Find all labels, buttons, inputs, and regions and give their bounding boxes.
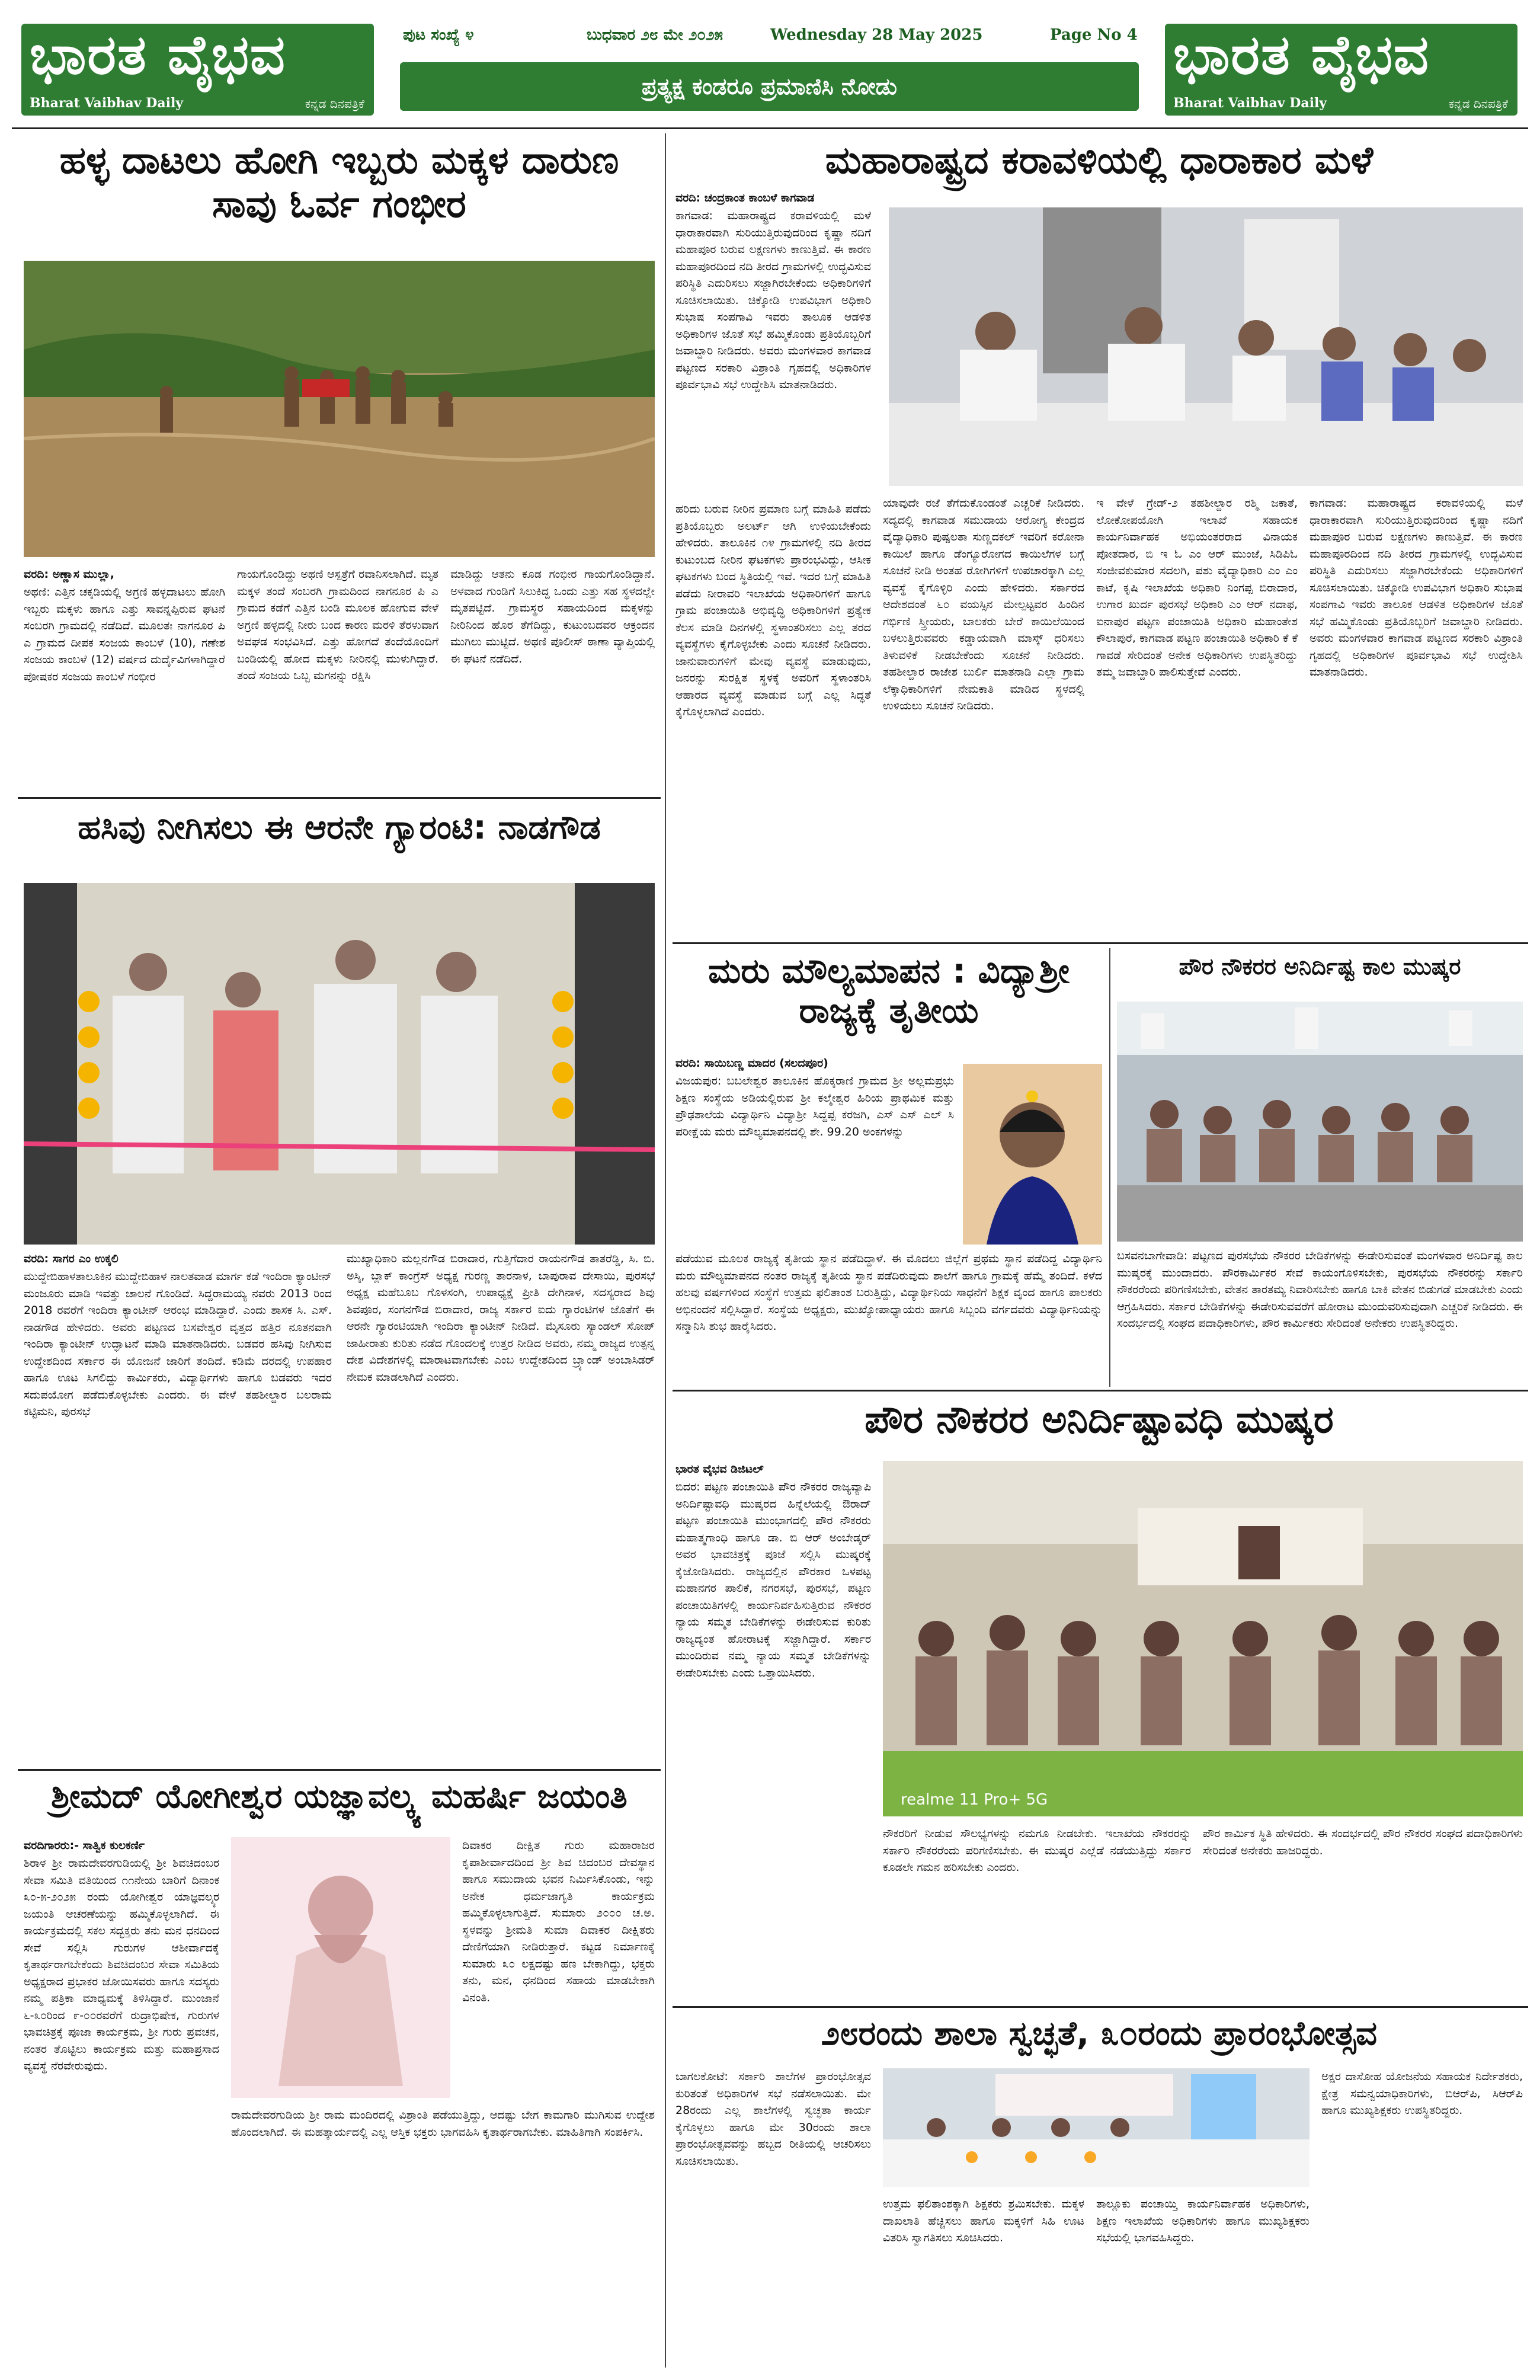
- strike-image: [883, 1461, 1523, 1816]
- tagline-bar: ಪ್ರತ್ಯಕ್ಷ ಕಂಡರೂ ಪ್ರಮಾಣಿಸಿ ನೋಡು: [400, 62, 1139, 111]
- section-divider: [18, 1769, 661, 1771]
- byline-a2: ವರದಿ: ಸಾಗರ ಎಂ ಉಕ್ಕಲಿ: [24, 1252, 119, 1265]
- byline-a5: ವರದಿ: ಸಾಯಿಬಣ್ಣ ಮಾದರ (ಸಲದಪೂರ): [675, 1057, 828, 1070]
- a4-col1b: [675, 501, 871, 936]
- masthead-title: ಭಾರತ ವೈಭವ: [30, 23, 286, 87]
- photo-officials-meeting: [889, 207, 1523, 486]
- date-en: Wednesday 28 May 2025: [770, 26, 983, 44]
- masthead-subtitle-kn: ಕನ್ನಡ ದಿನಪತ್ರಿಕೆ: [305, 97, 364, 111]
- a6-body: ಬಸವನಬಾಗೇವಾಡಿ: ಪಟ್ಟಣದ ಪುರಸಭೆಯ ನೌಕರರ ಬೇಡಿಕೆಗಳನ್ನು ಈಡೇರಿಸುವಂತೆ ಮಂಗಳವಾರ ಅನಿರ್ದಿಷ್ಟ ಕಾಲ ಮುಷ್ಕರಕ್ಕೆ ಮುಂದಾದರು. ಪೌರಕಾರ್ಮಿಕರ ಸೇವೆ ಕಾಯಂಗೊಳಿಸಬೇಕು, ಪುರಸಭೆಯ ನೌಕರರನ್ನು ಸರ್ಕಾರಿ ನೌಕರರೆಂದು ಪರಿಗಣಿಸಬೇಕು, ವೇತನ ತಾರತಮ್ಯ ನಿವಾರಿಸಬೇಕು ಹಾಗೂ ಬಾಕಿ ವೇತನ ಬಿಡುಗಡೆ ಮಾಡಬೇಕು ಎಂದು ಆಗ್ರಹಿಸಿದರು. ಸರ್ಕಾರ ಬೇಡಿಕೆಗಳನ್ನು ಈಡೇರಿಸುವವರೆಗೆ ಹೋರಾಟ ಮುಂದುವರಿಸುವುದಾಗಿ ಎಚ್ಚರಿಕೆ ನೀಡಿದರು. ಈ ಸಂದರ್ಭದಲ್ಲಿ ಸಂಘದ ಪದಾಧಿಕಾರಿಗಳು, ಪೌರ ಕಾರ್ಮಿಕರು ಸೇರಿದಂತೆ ಅನೇಕರು ಉಪಸ್ಥಿತರಿದ್ದರು.: [1117, 1249, 1523, 1330]
- section-divider: [673, 2006, 1528, 2008]
- a8-col4: ಅಕ್ಷರ ದಾಸೋಹ ಯೋಜನೆಯ ಸಹಾಯಕ ನಿರ್ದೇಶಕರು, ಕ್ಷೇತ್ರ ಸಮನ್ವಯಾಧಿಕಾರಿಗಳು, ಬಿಆರ್‌ಪಿ, ಸಿಆರ್‌ಪಿ ಹಾಗೂ ಮುಖ್ಯಶಿಕ್ಷಕರು ಉಪಸ್ಥಿತರಿದ್ದರು.: [1321, 2070, 1523, 2117]
- photo-canteen-inauguration: [24, 883, 655, 1245]
- headline-a4: ಮಹಾರಾಷ್ಟ್ರದ ಕರಾವಳಿಯಲ್ಲಿ ಧಾರಾಕಾರ ಮಳೆ: [825, 139, 1373, 183]
- headline-a3: ಶ್ರೀಮದ್ ಯೋಗೀಶ್ವರ ಯಜ್ಞಾವಲ್ಕ್ಯ ಮಹರ್ಷಿ ಜಯಂತಿ: [51, 1777, 627, 1816]
- a7-col1: ಬಿದರ: ಪಟ್ಟಣ ಪಂಚಾಯಿತಿ ಪೌರ ನೌಕರರ ರಾಜ್ಯವ್ಯಾಪಿ ಅನಿರ್ದಿಷ್ಟಾವಧಿ ಮುಷ್ಕರದ ಹಿನ್ನೆಲೆಯಲ್ಲಿ ಔರಾದ್ ಪಟ್ಟಣ ಪಂಚಾಯಿತಿ ಮುಂಭಾಗದಲ್ಲಿ ಪೌರ ನೌಕರರು ಮಹಾತ್ಮಗಾಂಧಿ ಹಾಗೂ ಡಾ. ಬಿ ಆರ್ ಅಂಬೇಡ್ಕರ್ ಅವರ ಭಾವಚಿತ್ರಕ್ಕೆ ಪೂಜೆ ಸಲ್ಲಿಸಿ ಮುಷ್ಕರಕ್ಕೆ ಕೈಜೋಡಿಸಿದರು. ರಾಜ್ಯದಲ್ಲಿನ ಪೌರಕಾರ ಒಳಪಟ್ಟ ಮಹಾನಗರ ಪಾಲಿಕೆ, ನಗರಸಭೆ, ಪುರಸಭೆ, ಪಟ್ಟಣ ಪಂಚಾಯಿತಿಗಳಲ್ಲಿ ಕಾರ್ಯನಿರ್ವಹಿಸುತ್ತಿರುವ ನೌಕರರ ನ್ಯಾಯ ಸಮ್ಮತ ಬೇಡಿಕೆಗಳನ್ನು ಈಡೇರಿಸುವ ಕುರಿತು ರಾಜ್ಯದ್ಯಂತ ಹೋರಾಟಕ್ಕೆ ಸಜ್ಜಾಗಿದ್ದಾರೆ. ಸರ್ಕಾರ ಮುಂದಿರುವ ನಮ್ಮ ನ್ಯಾಯ ಸಮ್ಮತ ಬೇಡಿಕೆಗಳನ್ನು ಈಡೇರಿಸಬೇಕು ಎಂದು ಒತ್ತಾಯಿಸಿದರು.: [675, 1480, 871, 1680]
- headline-a6: ಪೌರ ನೌಕರರ ಅನಿರ್ದಿಷ್ಟ ಕಾಲ ಮುಷ್ಕರ: [1179, 954, 1461, 980]
- masthead-subtitle-kn: ಕನ್ನಡ ದಿನಪತ್ರಿಕೆ: [1448, 97, 1508, 111]
- a8-col2: ಉತ್ತಮ ಫಲಿತಾಂಶಕ್ಕಾಗಿ ಶಿಕ್ಷಕರು ಶ್ರಮಿಸಬೇಕು. ಮಕ್ಕಳ ದಾಖಲಾತಿ ಹೆಚ್ಚಿಸಲು ಹಾಗೂ ಮಕ್ಕಳಿಗೆ ಸಿಹಿ ಊಟ ವಿತರಿಸಿ ಸ್ವಾಗತಿಸಲು ಸೂಚಿಸಿದರು.: [883, 2197, 1084, 2244]
- a2-col1: ಮುದ್ದೇಬಿಹಾಳತಾಲೂಕಿನ ಮುದ್ದೇಬಿಹಾಳ ನಾಲತವಾಡ ಮಾರ್ಗ ಕಡೆ ಇಂದಿರಾ ಕ್ಯಾಂಟೀನ್ ಮಂಜೂರು ಮಾಡಿ ಇವತ್ತು ಚಾಲನೆ ಗೊಂಡಿದೆ. ಸಿದ್ದರಾಮಯ್ಯ ನವರು 2013 ರಿಂದ 2018 ರವರೆಗೆ ಇಂದಿರಾ ಕ್ಯಾಂಟೀನ್ ಆರಂಭ ಮಾಡಿದ್ದಾರೆ. ಎಂದು ಶಾಸಕ ಸಿ. ಎಸ್. ನಾಡಗೌಡ ಹೇಳಿದರು. ಅವರು ಪಟ್ಟಣದ ಬಸವೇಶ್ವರ ವೃತ್ತದ ಹತ್ತಿರ ನೂತನವಾಗಿ ಇಂದಿರಾ ಕ್ಯಾಂಟೀನ್ ಉದ್ಘಾಟನೆ ಮಾಡಿ ಮಾತನಾಡಿದರು. ಬಡವರ ಹಸಿವು ನೀಗಿಸುವ ಉದ್ದೇಶದಿಂದ ಸರ್ಕಾರ ಈ ಯೋಜನೆ ಜಾರಿಗೆ ತಂದಿದೆ. ಕಡಿಮೆ ದರದಲ್ಲಿ ಉಪಹಾರ ಹಾಗೂ ಊಟ ಸಿಗಲಿದ್ದು ಕಾರ್ಮಿಕರು, ವಿದ್ಯಾರ್ಥಿಗಳು ಹಾಗೂ ಬಡವರು ಇದರ ಸದುಪಯೋಗ ಪಡೆದುಕೊಳ್ಳಬೇಕು ಎಂದರು. ಈ ವೇಳೆ ತಹಶೀಲ್ದಾರ ಬಲರಾಮ ಕಟ್ಟಿಮನಿ, ಪುರಸಭೆ: [24, 1270, 332, 1418]
- photo-school-meeting: [883, 2068, 1310, 2187]
- sage-image: [231, 1837, 450, 2098]
- photo-watermark: realme 11 Pro+ 5G: [901, 1791, 1048, 1809]
- page-number-en: Page No 4: [1050, 26, 1138, 44]
- page-number-kn: ಪುಟ ಸಂಖ್ಯೆ ೪: [403, 26, 474, 44]
- school-meeting-image: [883, 2068, 1310, 2187]
- a2-col2: ಮುಖ್ಯಾಧಿಕಾರಿ ಮಲ್ಲನಗೌಡ ಬಿರಾದಾರ, ಗುತ್ತಿಗೆದಾರ ರಾಯನಗೌಡ ತಾತರೆಡ್ಡಿ, ಸಿ. ಬಿ. ಅಸ್ಕಿ, ಬ್ಲಾಕ್ ಕಾಂಗ್ರೆಸ್ ಅಧ್ಯಕ್ಷ ಗುರಣ್ಣ ತಾರನಾಳ, ಬಾಪುರಾವ ದೇಸಾಯಿ, ಪುರಸಭೆ ಅಧ್ಯಕ್ಷ ಮಹೆಬೂಬ ಗೊಳಸಂಗಿ, ಉಪಾಧ್ಯಕ್ಷೆ ಪ್ರೀತಿ ದೇಗಿನಾಳ, ಸದಸ್ಯರಾದ ಶಿವು ಶಿವಪೂರ, ಸಂಗನಗೌಡ ಬಿರಾದಾರ, ರಾಜ್ಯ ಸರ್ಕಾರ ಐದು ಗ್ಯಾರಂಟಿಗಳ ಜೊತೆಗೆ ಈ ಆರನೇ ಗ್ಯಾರಂಟಿಯಾಗಿ ಇಂದಿರಾ ಕ್ಯಾಂಟೀನ್ ನೀಡಿದೆ. ಮೈಸೂರು ಸ್ಯಾಂಡಲ್ ಸೋಪ್ ಜಾಹೀರಾತು ಕುರಿತು ನಡೆದ ಗೊಂದಲಕ್ಕೆ ಉತ್ತರ ನೀಡಿದ ಅವರು, ನಮ್ಮ ರಾಜ್ಯದ ಉತ್ಪನ್ನ ದೇಶ ವಿದೇಶಗಳಲ್ಲಿ ಮಾರಾಟವಾಗಬೇಕು ಎಂಬ ಉದ್ದೇಶದಿಂದ ಬ್ರ್ಯಾಂಡ್ ಅಂಬಾಸಿಡರ್ ನೇಮಕ ಮಾಡಲಾಗಿದೆ ಎಂದರು.: [347, 1252, 655, 1384]
- photo-river-rescue: [24, 261, 655, 557]
- section-divider: [673, 942, 1528, 944]
- byline-a3: ವರದಿಗಾರರು:- ಸಾತ್ವಿಕ ಕುಲಕರ್ಣಿ: [24, 1839, 145, 1852]
- a3-col1: ಶಿರಾಳ ಶ್ರೀ ರಾಮದೇವರಗುಡಿಯಲ್ಲಿ ಶ್ರೀ ಶಿವಚಿದಂಬರ ಸೇವಾ ಸಮಿತಿ ವತಿಯಿಂದ ೧೧ನೇಯ ಬಾರಿಗೆ ದಿನಾಂಕ ೩೦-೫-೨೦೨೫ ರಂದು ಯೋಗೀಶ್ವರ ಯಾಜ್ಞವಲ್ಕ್ಯರ ಜಯಂತಿ ಆಚರಣೆಯನ್ನು ಹಮ್ಮಿಕೊಳ್ಳಲಾಗಿದೆ. ಈ ಕಾರ್ಯಕ್ರಮದಲ್ಲಿ ಸಕಲ ಸದ್ಭಕ್ತರು ತನು ಮನ ಧನದಿಂದ ಸೇವೆ ಸಲ್ಲಿಸಿ ಗುರುಗಳ ಆಶೀರ್ವಾದಕ್ಕೆ ಕೃತಾರ್ಥರಾಗಬೇಕೆಂದು ಶಿವಚಿದಂಬರ ಸೇವಾ ಸಮಿತಿಯ ಅಧ್ಯಕ್ಷರಾದ ಪ್ರಭಾಕರ ಜೋಯಿಸವರು ಹಾಗೂ ಸದಸ್ಯರು ನಮ್ಮ ಪತ್ರಿಕಾ ಮಾಧ್ಯಮಕ್ಕೆ ತಿಳಿಸಿದ್ದಾರೆ. ಮುಂಜಾನೆ ೬-೩೦ರಿಂದ ೯-೦೦ರವರೆಗೆ ರುದ್ರಾಭಿಷೇಕ, ಗುರುಗಳ ಭಾವಚಿತ್ರಕ್ಕೆ ಪೂಜಾ ಕಾರ್ಯಕ್ರಮ, ಶ್ರೀ ಗುರು ಪ್ರವಚನ, ನಂತರ ತೊಟ್ಟಿಲು ಕಾರ್ಯಕ್ರಮ ಮತ್ತು ಮಹಾಪ್ರಸಾದ ವ್ಯವಸ್ಥೆ ನೆರವೇರುವುದು.: [24, 1857, 219, 2072]
- masthead-logo-left: [21, 24, 374, 116]
- headline-a7: ಪೌರ ನೌಕರರ ಅನಿರ್ದಿಷ್ಟಾವಧಿ ಮುಷ್ಕರ: [865, 1398, 1334, 1442]
- student-image: [963, 1064, 1102, 1245]
- byline-a7: ಭಾರತ ವೈಭವ ಡಿಜಿಟಲ್: [675, 1463, 764, 1476]
- date-kn: ಬುಧವಾರ ೨೮ ಮೇ ೨೦೨೫: [587, 26, 723, 44]
- a3-col3: ರಾಮದೇವರಗುಡಿಯ ಶ್ರೀ ರಾಮ ಮಂದಿರದಲ್ಲಿ ವಿಶ್ರಾಂತಿ ಪಡೆಯುತ್ತಿದ್ದು, ಆದಷ್ಟು ಬೇಗ ಕಾಮಗಾರಿ ಮುಗಿಸುವ ಉದ್ದೇಶ ಹೊಂದಲಾಗಿದೆ. ಈ ಮಹತ್ಕಾರ್ಯದಲ್ಲಿ ಎಲ್ಲ ಆಸ್ತಿಕ ಭಕ್ತರು ಭಾಗವಹಿಸಿ ಕೃತಾರ್ಥರಾಗಬೇಕು. ಮಾಹಿತಿಗಾಗಿ ಸಂಪರ್ಕಿಸಿ.: [231, 2109, 655, 2139]
- headline-a2: ಹಸಿವು ನೀಗಿಸಲು ಈ ಆರನೇ ಗ್ಯಾರಂಟಿ: ನಾಡಗೌಡ: [78, 808, 601, 847]
- column-divider: [665, 133, 666, 2368]
- headline-a1: ಹಳ್ಳ ದಾಟಲು ಹೋಗಿ ಇಬ್ಬರು ಮಕ್ಕಳ ದಾರುಣ ಸಾವು ಓರ್ವ ಗಂಭೀರ: [59, 139, 619, 226]
- section-divider: [18, 797, 661, 799]
- column-divider: [1109, 948, 1110, 1387]
- a1-col2: ಗಾಯಗೊಂಡಿದ್ದು ಅಥಣಿ ಆಸ್ಪತ್ರೆಗೆ ರವಾನಿಸಲಾಗಿದೆ. ಮೃತ ಮಕ್ಕಳ ತಂದೆ ಸಂಬರಗಿ ಗ್ರಾಮದಿಂದ ನಾಗನೂರ ಪಿ ಎ ಗ್ರಾಮದ ಕಡೆಗೆ ಎತ್ತಿನ ಬಂಡಿ ಮೂಲಕ ಹೋಗುವ ವೇಳೆ ಅಗ್ರಣಿ ಹಳ್ಳದಲ್ಲಿ ನೀರು ಬಂದ ಕಾರಣ ಮರಳಿ ತೆರಳುವಾಗ ಅವಘಡ ಸಂಭವಿಸಿದೆ. ಎತ್ತು ಹೋಗದೆ ತಂದೆಯೊಂದಿಗೆ ಬಂಡಿಯಲ್ಲಿ ಹೋದ ಮಕ್ಕಳು ನೀರಿನಲ್ಲಿ ಮುಳುಗಿದ್ದಾರೆ. ತಂದೆ ಸಂಜಯ ಒಬ್ಬ ಮಗನನ್ನು ರಕ್ಷಿಸಿ: [237, 568, 438, 682]
- masthead-logo-right: [1165, 24, 1517, 116]
- a7-col2: ನೌಕರರಿಗೆ ನೀಡುವ ಸೌಲಭ್ಯಗಳನ್ನು ನಮಗೂ ನೀಡಬೇಕು. ಇಲಾಖೆಯ ನೌಕರರನ್ನು ಸರ್ಕಾರಿ ನೌಕರರೆಂದು ಪರಿಗಣಿಸಬೇಕು. ಈ ಮುಷ್ಕರ ಎಲ್ಲೆಡೆ ನಡೆಯುತ್ತಿದ್ದು ಸರ್ಕಾರ ಕೂಡಲೇ ಗಮನ ಹರಿಸಬೇಕು ಎಂದರು.: [883, 1827, 1191, 1874]
- masthead-divider: [12, 127, 1528, 129]
- section-divider: [673, 1390, 1528, 1391]
- a5-col-narrow: ವಿಜಯಪುರ: ಬಬಲೇಶ್ವರ ತಾಲೂಕಿನ ಹೊಕ್ಕರಾಣಿ ಗ್ರಾಮದ ಶ್ರೀ ಅಲ್ಲಮಪ್ರಭು ಶಿಕ್ಷಣ ಸಂಸ್ಥೆಯ ಅಡಿಯಲ್ಲಿರುವ ಶ್ರೀ ಕಲ್ಮೇಶ್ವರ ಹಿರಿಯ ಪ್ರಾಥಮಿಕ ಮತ್ತು ಪ್ರೌಢಶಾಲೆಯ ವಿದ್ಯಾರ್ಥಿನಿ ವಿದ್ಯಾಶ್ರೀ ಸಿದ್ದಪ್ಪ ಕರಜಗಿ, ಎಸ್ ಎಸ್ ಎಲ್ ಸಿ ಪರೀಕ್ಷೆಯ ಮರು ಮೌಲ್ಯಮಾಪನದಲ್ಲಿ ಶೇ. 99.20 ಅಂಕಗಳನ್ನು: [675, 1074, 954, 1138]
- photo-workers-strike: [883, 1461, 1523, 1816]
- a3-col2: ದಿವಾಕರ ದೀಕ್ಷಿತ ಗುರು ಮಹಾರಾಜರ ಕೃಪಾಶೀರ್ವಾದದಿಂದ ಶ್ರೀ ಶಿವ ಚಿದಂಬರ ದೇವಸ್ಥಾನ ಹಾಗೂ ಸಮುದಾಯ ಭವನ ನಿರ್ಮಿಸಿಕೊಂಡು, ಇನ್ನು ಅನೇಕ ಧರ್ಮಜಾಗೃತಿ ಕಾರ್ಯಕ್ರಮ ಹಮ್ಮಿಕೊಳ್ಳಲಾಗುತ್ತಿದೆ. ಸುಮಾರು ೨೦೦೦ ಚ.ಅ. ಸ್ಥಳವನ್ನು ಶ್ರೀಮತಿ ಸುಮಾ ದಿವಾಕರ ದೀಕ್ಷಿತರು ದೇಣಿಗೆಯಾಗಿ ನೀಡಿರುತ್ತಾರೆ. ಕಟ್ಟಡ ನಿರ್ಮಾಣಕ್ಕೆ ಸುಮಾರು ೩೦ ಲಕ್ಷದಷ್ಟು ಹಣ ಬೇಕಾಗಿದ್ದು, ಭಕ್ತರು ತನು, ಮನ, ಧನದಿಂದ ಸಹಾಯ ಮಾಡಬೇಕಾಗಿ ವಿನಂತಿ.: [462, 1839, 655, 2004]
- masthead-subtitle-en: Bharat Vaibhav Daily: [30, 95, 184, 111]
- masthead-title: ಭಾರತ ವೈಭವ: [1173, 23, 1430, 87]
- byline-a4: ವರದಿ: ಚಂದ್ರಕಾಂತ ಕಾಂಬಳೆ ಕಾಗವಾಡ: [675, 191, 815, 204]
- river-rescue-image: [24, 261, 655, 557]
- meeting-image: [889, 207, 1523, 486]
- a4-col2: ಯಾವುದೇ ರಜೆ ತೆಗೆದುಕೊಂಡಂತೆ ಎಚ್ಚರಿಕೆ ನೀಡಿದರು. ಸದ್ಯದಲ್ಲಿ ಕಾಗವಾಡ ಸಮುದಾಯ ಆರೋಗ್ಯ ಕೇಂದ್ರದ ವೈದ್ಯಾಧಿಕಾರಿ ಪುಷ್ಪಲತಾ ಸುಣ್ಣದಕಲ್ ಇವರಿಗೆ ಕರೋನಾ ಕಾಯಿಲೆ ಹಾಗೂ ಡೆಂಗ್ಯೂರೋಗದ ಕಾಯಿಲೆಗಳ ಬಗ್ಗೆ ಸೂಚನೆ ನೀಡಿ ಅಂತಹ ರೋಗಿಗಳಿಗೆ ಉಪಚಾರಕ್ಕಾಗಿ ಎಲ್ಲ ವ್ಯವಸ್ಥೆ ಕೈಗೊಳ್ಳಿರಿ ಎಂದು ಹೇಳಿದರು. ಸರ್ಕಾರದ ಆದೇಶದಂತೆ ೬೦ ವಯಸ್ಸಿನ ಮೇಲ್ಪಟ್ಟವರ ಹಿಂದಿನ ಗರ್ಭಿಣಿ ಸ್ತ್ರೀಯರು, ಬಾಲಕರು ಬೇರೆ ಕಾಯಿಲೆಯಿಂದ ಬಳಲುತ್ತಿರುವವರು ಕಡ್ಡಾಯವಾಗಿ ಮಾಸ್ಕ್ ಧರಿಸಲು ತಿಳುವಳಿಕೆ ನೀಡಬೇಕೆಂದು ಸೂಚನೆ ನೀಡಿದರು. ತಹಶೀಲ್ದಾರ ರಾಜೇಶ ಬುರ್ಲಿ ಮಾತನಾಡಿ ಎಲ್ಲಾ ಗ್ರಾಮ ಲೆಕ್ಕಾಧಿಕಾರಿಗಳಿಗೆ ನೇಮಕಾತಿ ಮಾಡಿದ ಸ್ಥಳದಲ್ಲಿ ಉಳಿಯಲು ಸೂಚನೆ ನೀಡಿದರು.: [883, 497, 1084, 712]
- headline-a5: ಮರು ಮೌಲ್ಯಮಾಪನ : ವಿದ್ಯಾಶ್ರೀ ರಾಜ್ಯಕ್ಕೆ ತೃತೀಯ: [708, 951, 1070, 1031]
- a4-col1: ಕಾಗವಾಡ: ಮಹಾರಾಷ್ಟ್ರದ ಕರಾವಳಿಯಲ್ಲಿ ಮಳೆ ಧಾರಾಕಾರವಾಗಿ ಸುರಿಯುತ್ತಿರುವುದರಿಂದ ಕೃಷ್ಣಾ ನದಿಗೆ ಮಹಾಪೂರ ಬರುವ ಲಕ್ಷಣಗಳು ಕಾಣುತ್ತಿವೆ. ಈ ಕಾರಣ ಮಹಾಪೂರದಿಂದ ನದಿ ತೀರದ ಗ್ರಾಮಗಳಲ್ಲಿ ಉದ್ಭವಿಸುವ ಪರಿಸ್ಥಿತಿ ಎದುರಿಸಲು ಸಜ್ಜಾಗಿರಬೇಕೆಂದು ಅಧಿಕಾರಿಗಳಿಗೆ ಸೂಚಿಸಲಾಯಿತು. ಚಿಕ್ಕೋಡಿ ಉಪವಿಭಾಗ ಅಧಿಕಾರಿ ಸುಭಾಷ ಸಂಪಗಾವಿ ಇವರು ತಾಲೂಕ ಆಡಳಿತ ಅಧಿಕಾರಿಗಳ ಜೊತೆ ಸಭೆ ಹಮ್ಮಿಕೊಂಡು ಪ್ರತಿಯೊಬ್ಬರಿಗೆ ಜವಾಬ್ದಾರಿ ನೀಡಿದರು. ಅವರು ಮಂಗಳವಾರ ಕಾಗವಾಡ ಪಟ್ಟಣದ ಸರಕಾರಿ ವಿಶ್ರಾಂತಿ ಗೃಹದಲ್ಲಿ ಅಧಿಕಾರಿಗಳ ಪೂರ್ವಭಾವಿ ಸಭೆ ಉದ್ದೇಶಿಸಿ ಮಾತನಾಡಿದರು.: [675, 209, 871, 391]
- photo-sage-portrait: [231, 1837, 450, 2098]
- a1-col3: ಮಾಡಿದ್ದು ಆತನು ಕೂಡ ಗಂಭೀರ ಗಾಯಗೊಂಡಿದ್ದಾನೆ. ಅಳವಾದ ಗುಂಡಿಗೆ ಸಿಲುಕಿದ್ದ ಒಂದು ಎತ್ತು ಸಹ ಸ್ಥಳದಲ್ಲೇ ಮೃತಪಟ್ಟಿದೆ. ಗ್ರಾಮಸ್ಥರ ಸಹಾಯದಿಂದ ಮಕ್ಕಳನ್ನು ನೀರಿನಿಂದ ಹೊರ ತೆಗೆದಿದ್ದು, ಕುಟುಂಬದವರ ಆಕ್ರಂದನ ಮುಗಿಲು ಮುಟ್ಟಿದೆ. ಅಥಣಿ ಪೊಲೀಸ್ ಠಾಣಾ ವ್ಯಾಪ್ತಿಯಲ್ಲಿ ಈ ಘಟನೆ ನಡೆದಿದೆ.: [450, 568, 655, 666]
- photo-student: [963, 1064, 1102, 1245]
- masthead-subtitle-en: Bharat Vaibhav Daily: [1173, 95, 1327, 111]
- photo-workers-protest: [1117, 1002, 1523, 1242]
- protest-image: [1117, 1002, 1523, 1242]
- a5-col-full: ಪಡೆಯುವ ಮೂಲಕ ರಾಜ್ಯಕ್ಕೆ ತೃತೀಯ ಸ್ಥಾನ ಪಡೆದಿದ್ದಾಳೆ. ಈ ಮೊದಲು ಜಿಲ್ಲೆಗೆ ಪ್ರಥಮ ಸ್ಥಾನ ಪಡೆದಿದ್ದ ವಿದ್ಯಾರ್ಥಿನಿ ಮರು ಮೌಲ್ಯಮಾಪನದ ನಂತರ ರಾಜ್ಯಕ್ಕೆ ತೃತೀಯ ಸ್ಥಾನ ಪಡೆದಿರುವುದು ಶಾಲೆಗೆ ಹಾಗೂ ಗ್ರಾಮಕ್ಕೆ ಹೆಮ್ಮೆ ತಂದಿದೆ. ಕಳೆದ ಹಲವು ವರ್ಷಗಳಿಂದ ಸಂಸ್ಥೆಗೆ ಉತ್ತಮ ಫಲಿತಾಂಶ ಬರುತ್ತಿದ್ದು, ವಿದ್ಯಾರ್ಥಿನಿಯ ಸಾಧನೆಗೆ ಶಿಕ್ಷಕ ವೃಂದ ಹಾಗೂ ಪಾಲಕರು ಅಭಿನಂದನೆ ಸಲ್ಲಿಸಿದ್ದಾರೆ. ಸಂಸ್ಥೆಯ ಅಧ್ಯಕ್ಷರು, ಮುಖ್ಯೋಪಾಧ್ಯಾಯರು ಹಾಗೂ ಸಿಬ್ಬಂದಿ ವರ್ಗದವರು ವಿದ್ಯಾರ್ಥಿನಿಯನ್ನು ಸನ್ಮಾನಿಸಿ ಶುಭ ಹಾರೈಸಿದರು.: [675, 1252, 1102, 1333]
- a4-col4: ಕಾಗವಾಡ: ಮಹಾರಾಷ್ಟ್ರದ ಕರಾವಳಿಯಲ್ಲಿ ಮಳೆ ಧಾರಾಕಾರವಾಗಿ ಸುರಿಯುತ್ತಿರುವುದರಿಂದ ಕೃಷ್ಣಾ ನದಿಗೆ ಮಹಾಪೂರ ಬರುವ ಲಕ್ಷಣಗಳು ಕಾಣುತ್ತಿವೆ. ಈ ಕಾರಣ ಮಹಾಪೂರದಿಂದ ನದಿ ತೀರದ ಗ್ರಾಮಗಳಲ್ಲಿ ಉದ್ಭವಿಸುವ ಪರಿಸ್ಥಿತಿ ಎದುರಿಸಲು ಸಜ್ಜಾಗಿರಬೇಕೆಂದು ಅಧಿಕಾರಿಗಳಿಗೆ ಸೂಚಿಸಲಾಯಿತು. ಚಿಕ್ಕೋಡಿ ಉಪವಿಭಾಗ ಅಧಿಕಾರಿ ಸುಭಾಷ ಸಂಪಗಾವಿ ಇವರು ತಾಲೂಕ ಆಡಳಿತ ಅಧಿಕಾರಿಗಳ ಜೊತೆ ಸಭೆ ಹಮ್ಮಿಕೊಂಡು ಪ್ರತಿಯೊಬ್ಬರಿಗೆ ಜವಾಬ್ದಾರಿ ನೀಡಿದರು. ಅವರು ಮಂಗಳವಾರ ಕಾಗವಾಡ ಪಟ್ಟಣದ ಸರಕಾರಿ ವಿಶ್ರಾಂತಿ ಗೃಹದಲ್ಲಿ ಅಧಿಕಾರಿಗಳ ಪೂರ್ವಭಾವಿ ಸಭೆ ಉದ್ದೇಶಿಸಿ ಮಾತನಾಡಿದರು.: [1310, 497, 1523, 679]
- a4-col1b-text: ಹರಿದು ಬರುವ ನೀರಿನ ಪ್ರಮಾಣ ಬಗ್ಗೆ ಮಾಹಿತಿ ಪಡೆದು ಪ್ರತಿಯೊಬ್ಬರು ಅಲರ್ಟ್ ಆಗಿ ಉಳಿಯಬೇಕೆಂದು ಹೇಳಿದರು. ತಾಲೂಕಿನ ೧೪ ಗ್ರಾಮಗಳಲ್ಲಿ ನದಿ ತೀರದ ಕುಟುಂಬದ ನೀರಿನ ಘಟಕಗಳು ಪ್ರಾರಂಭವಿದ್ದು, ಆಸೀಕ ಘಟಕಗಳು ಬಂದ ಸ್ಥಿತಿಯಲ್ಲಿ ಇವೆ. ಇದರ ಬಗ್ಗೆ ಮಾಹಿತಿ ಪಡೆದು ನೀರಾವರಿ ಇಲಾಖೆಯ ಅಧಿಕಾರಿಗಳಿಗೆ ಹಾಗೂ ಗ್ರಾಮ ಪಂಚಾಯಿತಿ ಅಭಿವೃದ್ಧಿ ಅಧಿಕಾರಿಗಳಿಗೆ ಪ್ರತ್ಯೇಕ ಕೆಲಸ ಮಾಡಿ ದಿನಗಳಲ್ಲಿ ಸ್ಥಳಾಂತರಿಸಲು ಎಲ್ಲ ತರದ ವ್ಯವಸ್ಥೆಗಳು ಕೈಗೊಳ್ಳಬೇಕು ಎಂದು ಸೂಚನೆ ನೀಡಿದರು. ಜಾನುವಾರುಗಳಿಗೆ ಮೇವು ವ್ಯವಸ್ಥೆ ಮಾಡುವುದು, ಜನರನ್ನು ಸುರಕ್ಷಿತ ಸ್ಥಳಕ್ಕೆ ಅವರಿಗೆ ಸ್ಥಳಾಂತರಿಸಿ ಆಹಾರದ ವ್ಯವಸ್ಥೆ ಮಾಡುವ ಬಗ್ಗೆ ಎಲ್ಲ ಸಿದ್ಧತೆ ಕೈಗೊಳ್ಳಲಾಗಿದೆ ಎಂದರು.: [675, 503, 871, 718]
- a4-col3: ಇ ವೇಳೆ ಗ್ರೇಡ್-೨ ತಹಶೀಲ್ದಾರ ರಶ್ಮಿ ಜಕಾತೆ, ಲೋಕೋಪಯೋಗಿ ಇಲಾಖೆ ಸಹಾಯಕ ಕಾರ್ಯನಿರ್ವಾಹಕ ಅಭಿಯಂತರರಾದ ವಿನಾಯಕ ಪೋತದಾರ, ಬಿ ಇ ಓ ಎಂ ಆರ್ ಮುಂಜೆ, ಸಿಡಿಪಿಓ ಸಂಜೀವಕುಮಾರ ಸದಲಗಿ, ಪಶು ವೈದ್ಯಾಧಿಕಾರಿ ಎಂ ಎಂ ಕಾಟೆ, ಕೃಷಿ ಇಲಾಖೆಯ ಅಧಿಕಾರಿ ನಿಂಗಪ್ಪ ಬಿರಾದಾರ, ಉಗಾರ ಖುರ್ದ ಪುರಸಭೆ ಅಧಿಕಾರಿ ಎಂ ಆರ್ ನದಾಫ, ಐನಾಪುರ ಪಟ್ಟಣ ಪಂಚಾಯಿತಿ ಅಧಿಕಾರಿ ಮಹಾಂತೇಶ ಕೌಲಾಪುರೆ, ಕಾಗವಾಡ ಪಟ್ಟಣ ಪಂಚಾಯಿತಿ ಅಧಿಕಾರಿ ಕೆ ಕೆ ಗಾವಡೆ ಸೇರಿದಂತೆ ಅನೇಕ ಅಧಿಕಾರಿಗಳು ಉಪಸ್ಥಿತರಿದ್ದು ತಮ್ಮ ಜವಾಬ್ದಾರಿ ಪಾಲಿಸುತ್ತೇವೆ ಎಂದರು.: [1096, 497, 1298, 679]
- a7-col3: ಪೌರ ಕಾರ್ಮಿಕ ಸ್ಥಿತಿ ಹೇಳಿದರು. ಈ ಸಂದರ್ಭದಲ್ಲಿ ಪೌರ ನೌಕರರ ಸಂಘದ ಪದಾಧಿಕಾರಿಗಳು ಸೇರಿದಂತೆ ಅನೇಕರು ಹಾಜರಿದ್ದರು.: [1203, 1827, 1523, 1857]
- byline-a1: ವರದಿ: ಅಣ್ಣಾಸ ಮುಲ್ಲಾ,: [24, 568, 115, 581]
- headline-a8: ೨೮ರಂದು ಶಾಲಾ ಸ್ವಚ್ಛತೆ, ೩೦ರಂದು ಪ್ರಾರಂಭೋತ್ಸವ: [821, 2014, 1378, 2053]
- a1-col1: ಅಥಣಿ: ಎತ್ತಿನ ಚಕ್ಕಡಿಯಲ್ಲಿ ಅಗ್ರಣಿ ಹಳ್ಳದಾಟಲು ಹೋಗಿ ಇಬ್ಬರು ಮಕ್ಕಳು ಹಾಗೂ ಎತ್ತು ಸಾವನ್ನಪ್ಪಿರುವ ಘಟನೆ ಸಂಬರಗಿ ಗ್ರಾಮದಲ್ಲಿ ನಡೆದಿದೆ. ಮೂಲತಃ ನಾಗನೂರ ಪಿ ಎ ಗ್ರಾಮದ ದೀಪಕ ಸಂಜಯ ಕಾಂಬಳೆ (10), ಗಣೇಶ ಸಂಜಯ ಕಾಂಬಳೆ (12) ವರ್ಷದ ದುರ್ದೈವಿಗಳಾಗಿದ್ದಾರೆ ಪೋಷಕರ ಸಂಜಯ ಕಾಂಬಳೆ ಗಂಭೀರ: [24, 586, 225, 683]
- a8-col3: ತಾಲ್ಲೂಕು ಪಂಚಾಯ್ತಿ ಕಾರ್ಯನಿರ್ವಾಹಕ ಅಧಿಕಾರಿಗಳು, ಶಿಕ್ಷಣ ಇಲಾಖೆಯ ಅಧಿಕಾರಿಗಳು ಹಾಗೂ ಮುಖ್ಯಶಿಕ್ಷಕರು ಸಭೆಯಲ್ಲಿ ಭಾಗವಹಿಸಿದ್ದರು.: [1096, 2197, 1310, 2244]
- a8-col1: ಬಾಗಲಕೋಟೆ: ಸರ್ಕಾರಿ ಶಾಲೆಗಳ ಪ್ರಾರಂಭೋತ್ಸವ ಕುರಿತಂತೆ ಅಧಿಕಾರಿಗಳ ಸಭೆ ನಡೆಸಲಾಯಿತು. ಮೇ 28ರಂದು ಎಲ್ಲ ಶಾಲೆಗಳಲ್ಲಿ ಸ್ವಚ್ಛತಾ ಕಾರ್ಯ ಕೈಗೊಳ್ಳಲು ಹಾಗೂ ಮೇ 30ರಂದು ಶಾಲಾ ಪ್ರಾರಂಭೋತ್ಸವವನ್ನು ಹಬ್ಬದ ರೀತಿಯಲ್ಲಿ ಆಚರಿಸಲು ಸೂಚಿಸಲಾಯಿತು.: [675, 2070, 871, 2168]
- inauguration-image: [24, 883, 655, 1245]
